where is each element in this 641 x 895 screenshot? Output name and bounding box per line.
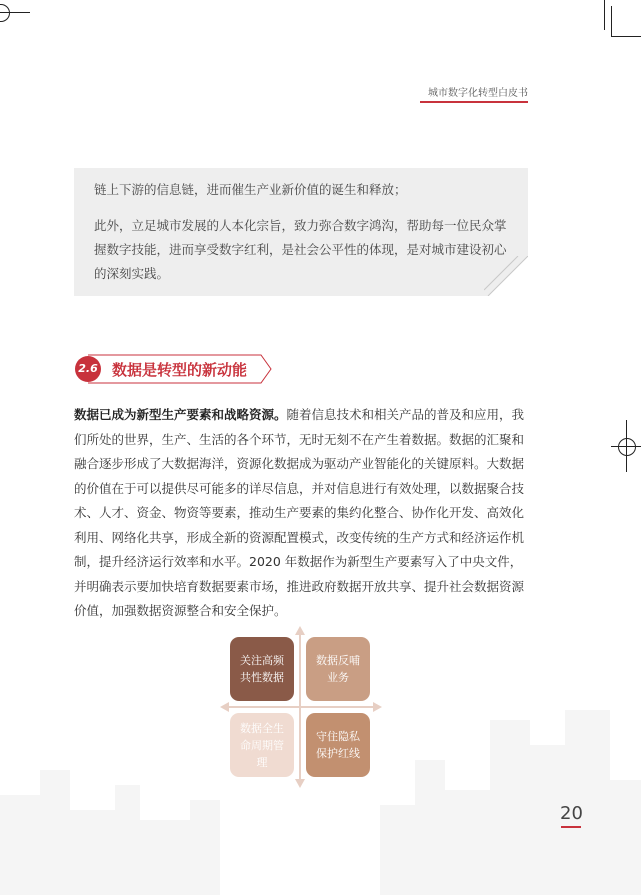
quote-paragraph-2: 此外，立足城市发展的人本化宗旨，致力弥合数字鸿沟，帮助每一位民众掌握数字技能，进而享受数字红利，是社会公平性的体现，是对城市建设初心的深刻实践。 — [94, 218, 507, 281]
body-text: 随着信息技术和相关产品的普及和应用，我们所处的世界，生产、生活的各个环节，无时无刻不在产生着数据。数据的汇聚和融合逐步形成了大数据海洋，资源化数据成为驱动产业智能化的关键原料。大数据的价值在于可以提供尽可能多的详尽信息，并对信息进行有效处理，以数据聚合技术、人才、资金、物资等要素，推动生产要素的集约化整合、协作化开发、高效化利用、网络化共享，形成全新的资源配置模式，改变传统的生产方式和经济运作机制，提升经济运行效率和水平。2020 年数据作为新型生产要素写入了中央文件，并明确表示要加快培育数据要素市场，推进政府数据开放共享、提升社会数据资源价值，加强数据资源整合和安全保护。 — [74, 407, 525, 618]
quadrant-high-frequency-data: 关注高频共性数据 — [230, 637, 294, 701]
quadrant-privacy-protection: 守住隐私保护红线 — [306, 713, 370, 777]
quote-box — [74, 168, 528, 296]
section-number: 2.6 — [78, 362, 98, 375]
registration-mark-right-v — [626, 420, 627, 472]
section-title: 数据是转型的新动能 — [112, 361, 248, 379]
page-number: 20 — [560, 803, 583, 824]
running-header-title: 城市数字化转型白皮书 — [428, 88, 528, 99]
header-rule — [420, 101, 528, 103]
crop-mark-top-left-circle — [0, 4, 10, 22]
crop-mark-top-right-h — [611, 36, 641, 37]
quadrant-data-feedback-business: 数据反哺业务 — [306, 637, 370, 701]
body-lead: 数据已成为新型生产要素和战略资源。 — [74, 407, 287, 422]
crop-mark-top-right-v2 — [611, 6, 612, 36]
crop-mark-top-right-v — [604, 0, 605, 30]
quadrant-data-lifecycle-management: 数据全生命周期管理 — [230, 713, 294, 777]
body-paragraph — [74, 403, 528, 624]
registration-mark-right — [618, 438, 636, 456]
page-number-rule — [561, 826, 581, 828]
quote-corner-decoration — [484, 256, 528, 296]
quote-paragraph-1: 链上下游的信息链，进而催生产业新价值的诞生和释放； — [94, 182, 407, 197]
